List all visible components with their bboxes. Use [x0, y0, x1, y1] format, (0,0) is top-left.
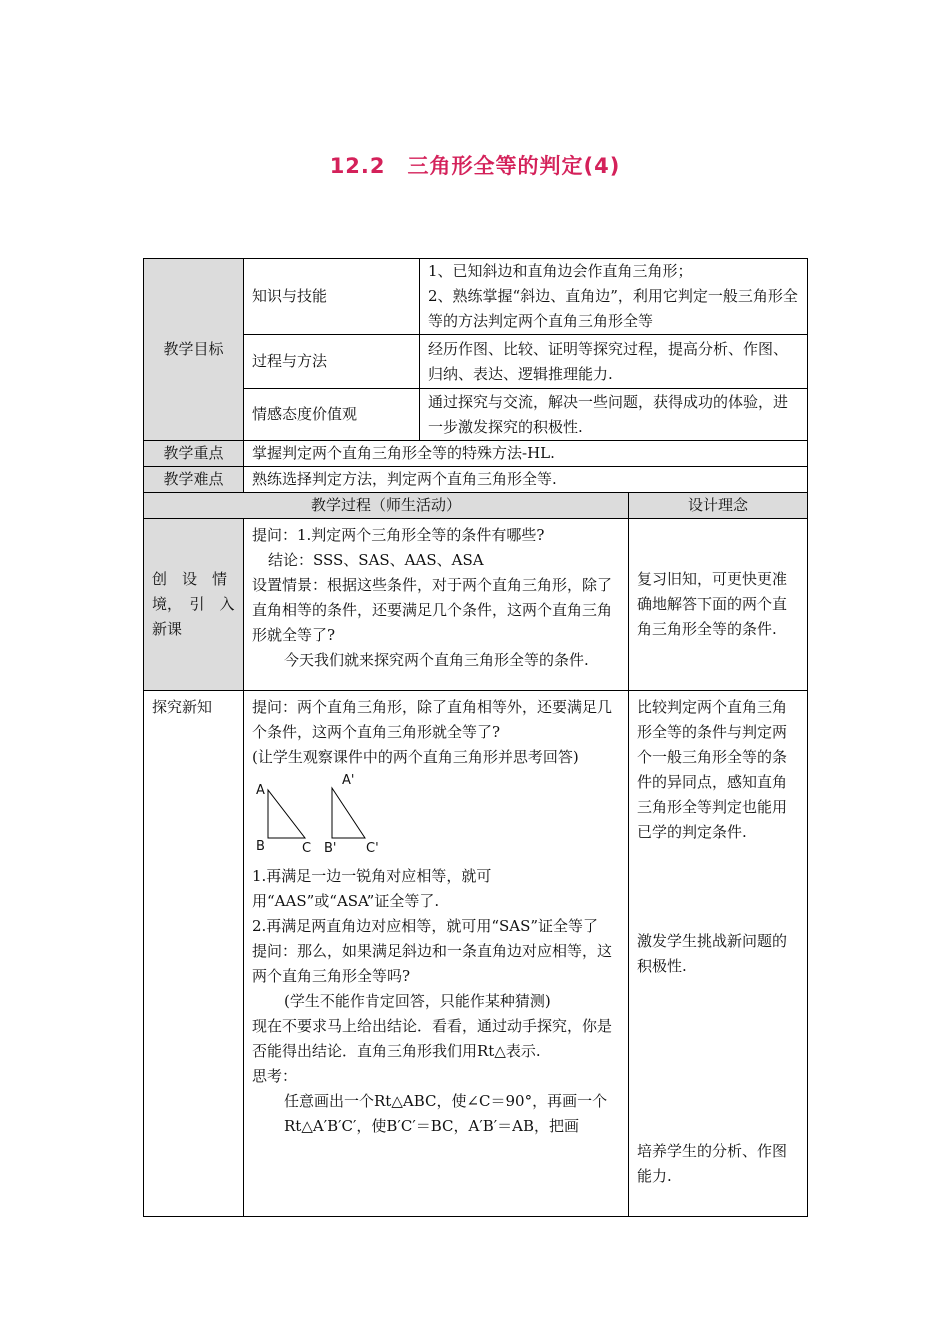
- page-title: 12.2 三角形全等的判定(4): [329, 154, 621, 178]
- knowledge-line: 2、熟练掌握“斜边、直角边”，利用它判定一般三角形全等的方法判定两个直角三角形全等: [428, 287, 798, 330]
- process-method-label: 过程与方法: [244, 335, 420, 389]
- process-method-content: 经历作图、比较、证明等探究过程，提高分析、作图、归纳、表达、逻辑推理能力.: [420, 335, 808, 389]
- intro-content: [244, 519, 629, 691]
- explore-label: 探究新知: [144, 691, 244, 1217]
- explore-design-note: 培养学生的分析、作图能力.: [637, 1142, 788, 1185]
- vertex-label-b-prime: B': [324, 841, 337, 856]
- explore-line: 提问：那么，如果满足斜边和一条直角边对应相等，这两个直角三角形全等吗?: [252, 942, 613, 985]
- table-row: [144, 259, 808, 335]
- intro-line: 提问：1.判定两个三角形全等的条件有哪些?: [252, 526, 545, 544]
- key-point-content: 掌握判定两个直角三角形全等的特殊方法-HL.: [244, 441, 808, 467]
- attitude-label: 情感态度价值观: [244, 389, 420, 441]
- explore-line: 现在不要求马上给出结论．看看，通过动手探究，你是否能得出结论．直角三角形我们用Rt△表示.: [252, 1017, 613, 1060]
- explore-content: [244, 691, 629, 1217]
- difficulty-content: 熟练选择判定方法，判定两个直角三角形全等.: [244, 467, 808, 493]
- explore-line: (学生不能作肯定回答，只能作某种猜测): [284, 992, 551, 1010]
- knowledge-line: 1、已知斜边和直角边会作直角三角形；: [428, 262, 693, 280]
- goals-label: 教学目标: [144, 259, 244, 441]
- intro-label: 创 设 情境， 引 入新课: [144, 519, 244, 691]
- explore-line: 思考：: [252, 1067, 298, 1085]
- explore-design-note: 比较判定两个直角三角形全等的条件与判定两个一般三角形全等的条件的异同点，感知直角三角形全等判定也能用已学的判定条件.: [637, 698, 788, 841]
- triangle-a2b2c2: [332, 788, 365, 838]
- explore-line: (让学生观察课件中的两个直角三角形并思考回答): [252, 748, 579, 766]
- explore-line: 提问：两个直角三角形，除了直角相等外，还要满足几个条件，这两个直角三角形就全等了?: [252, 698, 613, 741]
- intro-line: 结论：SSS、SAS、AAS、ASA: [268, 551, 484, 569]
- triangle-abc: [268, 790, 305, 838]
- design-header: 设计理念: [629, 493, 808, 519]
- explore-design: [629, 691, 808, 1217]
- table-row: [144, 441, 808, 467]
- vertex-label-a-prime: A': [342, 773, 355, 788]
- triangles-figure: [252, 772, 392, 860]
- attitude-content: 通过探究与交流，解决一些问题，获得成功的体验，进一步激发探究的积极性.: [420, 389, 808, 441]
- explore-design-note: 激发学生挑战新问题的积极性.: [637, 932, 788, 975]
- explore-line: 1.再满足一边一锐角对应相等，就可用“AAS”或“ASA”证全等了.: [252, 867, 492, 910]
- explore-line: 任意画出一个Rt△ABC，使∠C＝90°，再画一个Rt△A′B′C′，使B′C′＝BC，A′B′＝AB，把画: [284, 1092, 608, 1135]
- key-point-label: 教学重点: [144, 441, 244, 467]
- table-row: [144, 519, 808, 691]
- table-row: [144, 691, 808, 1217]
- vertex-label-b: B: [256, 839, 265, 854]
- intro-design: 复习旧知，可更快更准确地解答下面的两个直角三角形全等的条件.: [629, 519, 808, 691]
- process-header: 教学过程（师生活动）: [144, 493, 629, 519]
- difficulty-label: 教学难点: [144, 467, 244, 493]
- lesson-plan-table: [143, 258, 808, 1217]
- table-row: [144, 389, 808, 441]
- table-row: [144, 467, 808, 493]
- knowledge-label: 知识与技能: [244, 259, 420, 335]
- vertex-label-a: A: [256, 783, 265, 798]
- explore-line: 2.再满足两直角边对应相等，就可用“SAS”证全等了: [252, 917, 599, 935]
- intro-line: 设置情景：根据这些条件，对于两个直角三角形，除了直角相等的条件，还要满足几个条件，这两个直角三角形就全等了?: [252, 576, 613, 644]
- intro-line: 今天我们就来探究两个直角三角形全等的条件.: [284, 651, 589, 669]
- vertex-label-c-prime: C': [366, 841, 379, 856]
- vertex-label-c: C: [302, 841, 312, 856]
- knowledge-content: [420, 259, 808, 335]
- table-row: [144, 335, 808, 389]
- table-row: [144, 493, 808, 519]
